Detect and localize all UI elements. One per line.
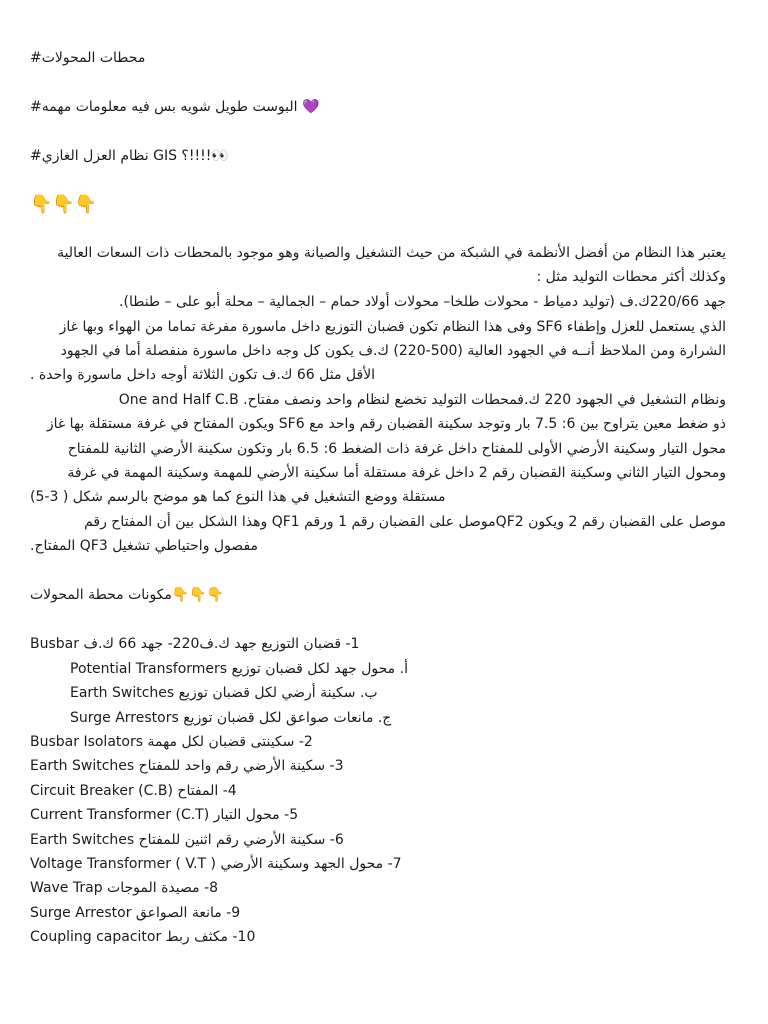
- paragraph-line: الأقل مثل 66 ك.ف تكون الثلاثة أوجه داخل ماسورة واحدة .: [30, 367, 376, 383]
- list-item: 2- سكينتى قضبان لكل مهمة Busbar Isolators: [30, 734, 313, 750]
- list-item: 10- مكثف ربط Coupling capacitor: [30, 929, 256, 945]
- post-body: [30, 0, 726, 1024]
- paragraph-line: موصل على القضبان رقم 2 ويكون QF2موصل على القضبان رقم 1 ورقم QF1 وهذا الشكل بين أن المفتاح رقم: [84, 514, 726, 530]
- post-heading: محطات المحولات#: [30, 50, 146, 66]
- paragraph-line: الذي يستعمل للعزل وإطفاء SF6 وفى هذا النظام تكون قضبان التوزيع داخل ماسورة مفرغة تماما من الهواء وبها غاز: [59, 319, 726, 335]
- paragraph-line: الشرارة ومن الملاحظ أنــه في الجهود العالية (500-220) ك.ف يكون كل وجه داخل ماسورة منفصلة أما في الجهود: [60, 343, 726, 359]
- list-item: ب. سكينة أرضي لكل قضبان توزيع Earth Switches: [70, 685, 378, 701]
- list-item: 9- مانعة الصواعق Surge Arrestor: [30, 905, 241, 921]
- paragraph-line: ومحول التيار الثاني وسكينة القضبان رقم 2 داخل غرفة مستقلة أما سكينة الأرضي للمهمة وسكينة المهمة في غرفة: [67, 465, 726, 481]
- gis-line: 👀!!!!؟ GIS نظام العزل الغازي#: [30, 148, 229, 164]
- paragraph-line: One and Half C.B .ونظام التشغيل في الجهود 220 ك.فمحطات التوليد تخضع لنظام واحد ونصف مفتاح: [118, 392, 726, 408]
- intro-line: 💜 البوست طويل شويه بس فيه معلومات مهمه#: [30, 99, 320, 115]
- list-item: 1- قضبان التوزيع جهد ك.ف220- جهد 66 ك.ف Busbar: [30, 636, 360, 652]
- paragraph-line: ذو ضغط معين يتراوح بين 6: 7.5 بار وتوجد سكينة القضبان رقم واحد مع SF6 ويكون المفتاح في غرفة مستقلة بها غاز: [46, 416, 726, 432]
- paragraph-line: يعتبر هذا النظام من أفضل الأنظمة في الشبكة من حيث التشغيل والصيانة وهو موجود بالمحطات ذات السعات العالية: [57, 245, 726, 261]
- list-item: أ. محول جهد لكل قضبان توزيع Potential Transformers: [70, 661, 408, 677]
- paragraph-line: محول التيار وسكينة الأرضي الأولى للمفتاح داخل غرفة ذات الضغط 6: 6.5 بار وتكون سكينة الأرضي الثانية للمفتاح: [67, 441, 726, 457]
- list-item: ج. مانعات صواعق لكل قضبان توزيع Surge Arrestors: [70, 710, 392, 726]
- list-item: 4- المفتاح Circuit Breaker (C.B): [30, 783, 237, 799]
- components-heading: 👇👇👇مكونات محطة المحولات: [30, 587, 225, 603]
- paragraph-line: مفصول واحتياطي تشغيل QF3 المفتاح.: [30, 538, 259, 554]
- list-item: 7- محول الجهد وسكينة الأرضي Voltage Transformer ( V.T ): [30, 856, 402, 872]
- paragraph-line: جهد 220/66ك.ف (توليد دمياط - محولات طلخا– محولات أولاد حمام – الجمالية – محلة أبو على – طنطا).: [119, 294, 726, 310]
- pointing-down-emoji-row: 👇👇👇: [30, 194, 98, 215]
- paragraph-line: وكذلك أكثر محطات التوليد مثل :: [536, 269, 726, 285]
- list-item: 5- محول التيار Current Transformer (C.T): [30, 807, 299, 823]
- list-item: 6- سكينة الأرضي رقم اثنين للمفتاح Earth Switches: [30, 832, 344, 848]
- list-item: 8- مصيدة الموجات Wave Trap: [30, 880, 219, 896]
- paragraph-line: مستقلة ووضع التشغيل في هذا النوع كما هو موضح بالرسم شكل ( 3-5): [30, 489, 446, 505]
- list-item: 3- سكينة الأرضي رقم واحد للمفتاح Earth Switches: [30, 758, 344, 774]
